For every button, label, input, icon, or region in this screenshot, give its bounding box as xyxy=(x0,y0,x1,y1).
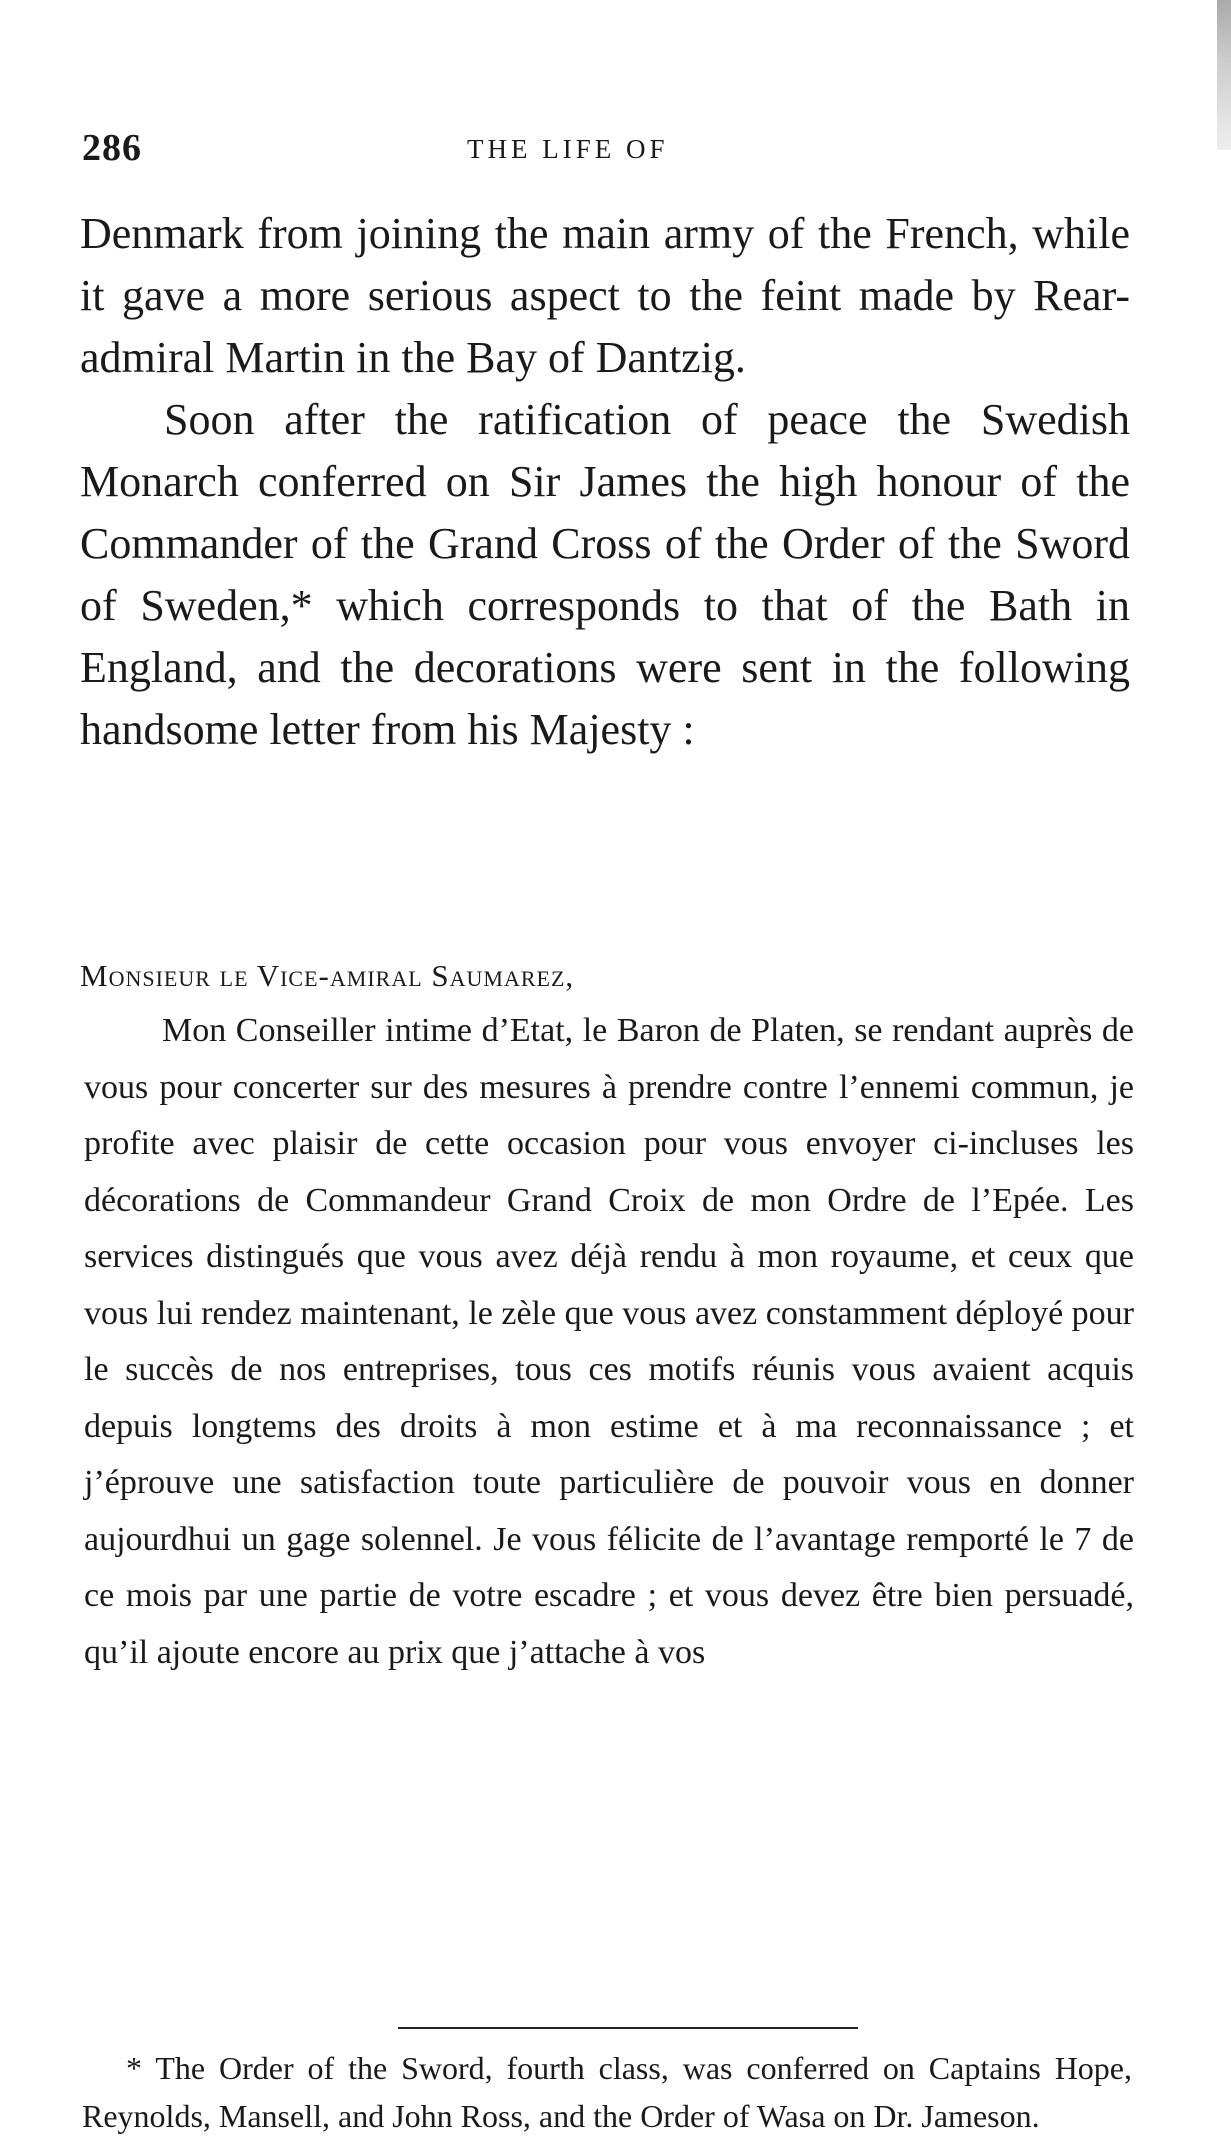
footnote-text: * The Order of the Sword, fourth class, was conferred on Captains Hope, Reynolds, Mansell, and John Ross, and the Order of Wasa on Dr. Jameson. xyxy=(82,2050,1132,2134)
letter-paragraph: Mon Conseiller intime d’Etat, le Baron de Platen, se rendant auprès de vous pour concerter sur des mesures à prendre contre l’ennemi commun, je profite avec plaisir de cette occasion pour vous envoyer ci-incluses les décorations de Commandeur Grand Croix de mon Ordre de l’Epée. Les services distingués que vous avez déjà rendu à mon royaume, et ceux que vous lui rendez maintenant, le zèle que vous avez constamment déployé pour le succès de nos entreprises, tous ces motifs réunis vous avaient acquis depuis longtems des droits à mon estime et à ma reconnaissance ; et j’éprouve une satisfaction toute particulière de pouvoir vous en donner aujourdhui un gage solennel. Je vous félicite de l’avantage remporté le 7 de ce mois par une partie de votre escadre ; et vous devez être bien persuadé, qu’il ajoute encore au prix que j’attache à vos xyxy=(84,1012,1134,1671)
footnote-divider xyxy=(398,2027,858,2029)
page-number: 286 xyxy=(82,127,142,169)
paragraph-continuation: Denmark from joining the main army of the French, while it gave a more serious aspect to the feint made by Rear-admiral Martin in the Bay of Dantzig. xyxy=(80,209,1130,382)
letter-body xyxy=(84,1003,1134,1681)
page-edge-scan-mark xyxy=(1217,0,1231,150)
main-text xyxy=(80,203,1130,761)
paragraph-order-of-sword: Soon after the ratification of peace the Swedish Monarch conferred on Sir James the high honour of the Commander of the Grand Cross of the Order of the Sword of Sweden,* which corresponds to that of the Bath in England, and the decorations were sent in the following handsome letter from his Majesty : xyxy=(80,395,1130,754)
letter-salutation: Monsieur le Vice-amiral Saumarez, xyxy=(80,958,575,993)
page-header xyxy=(82,126,1132,176)
footnote xyxy=(82,2044,1132,2140)
running-title: THE LIFE OF xyxy=(467,134,669,164)
